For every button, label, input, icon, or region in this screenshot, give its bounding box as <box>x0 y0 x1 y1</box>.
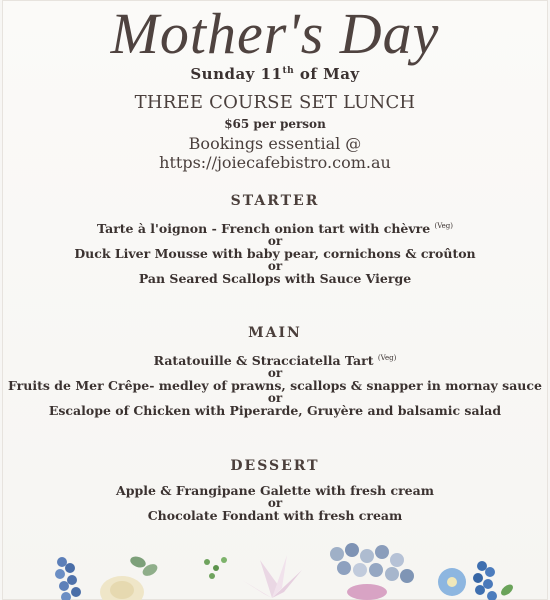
floral-decoration <box>2 540 548 600</box>
main-heading: MAIN <box>248 325 302 341</box>
blue-flower-right <box>438 568 466 596</box>
bookings-link[interactable]: https://joiecafebistro.com.au <box>159 153 391 172</box>
or-separator: or <box>267 234 283 249</box>
starter-heading: STARTER <box>230 193 320 209</box>
or-separator: or <box>267 259 283 274</box>
dessert-section <box>2 458 548 523</box>
date-day: Sunday 11 <box>190 65 283 83</box>
veg-tag: (Veg) <box>434 222 454 230</box>
event-date <box>2 65 548 83</box>
menu-item: Pan Seared Scallops with Sauce Vierge <box>138 271 412 287</box>
or-separator: or <box>267 496 283 510</box>
menu-item: Chocolate Fondant with fresh cream <box>147 508 403 523</box>
date-month: of May <box>294 65 360 83</box>
main-section <box>2 325 548 418</box>
price: $65 per person <box>224 117 326 131</box>
or-separator: or <box>267 366 283 381</box>
bookings-info <box>2 134 548 172</box>
buds <box>204 557 227 579</box>
menu-card <box>2 0 548 600</box>
menu-title: Mother's Day <box>110 1 440 66</box>
menu-item: Tarte à l'oignon - French onion tart with chèvre $^{(Veg)}$ <box>96 221 454 237</box>
hyacinth-right <box>473 561 497 600</box>
bookings-label: Bookings essential @ <box>188 134 362 153</box>
date-suffix: th <box>282 66 295 76</box>
menu-item: Ratatouille & Stracciatella Tart $^{(Veg)}$ <box>153 353 397 369</box>
lily <box>242 555 302 598</box>
dessert-heading: DESSERT <box>230 458 320 474</box>
veg-tag: (Veg) <box>377 354 397 362</box>
hydrangea <box>330 543 414 600</box>
or-separator: or <box>267 391 283 406</box>
menu-item: Escalope of Chicken with Piperarde, Gruyère and balsamic salad <box>48 403 502 419</box>
menu-item: Duck Liver Mousse with baby pear, cornichons & croûton <box>74 246 476 262</box>
menu-item: Apple & Frangipane Galette with fresh cream <box>116 483 434 498</box>
leaf-right <box>499 582 515 597</box>
hyacinth-left <box>55 557 81 600</box>
rose-left <box>100 555 159 600</box>
starter-section <box>2 193 548 286</box>
lunch-subtitle: THREE COURSE SET LUNCH <box>134 92 416 113</box>
menu-item: Fruits de Mer Crêpe- medley of prawns, scallops & snapper in mornay sauce <box>8 378 542 394</box>
